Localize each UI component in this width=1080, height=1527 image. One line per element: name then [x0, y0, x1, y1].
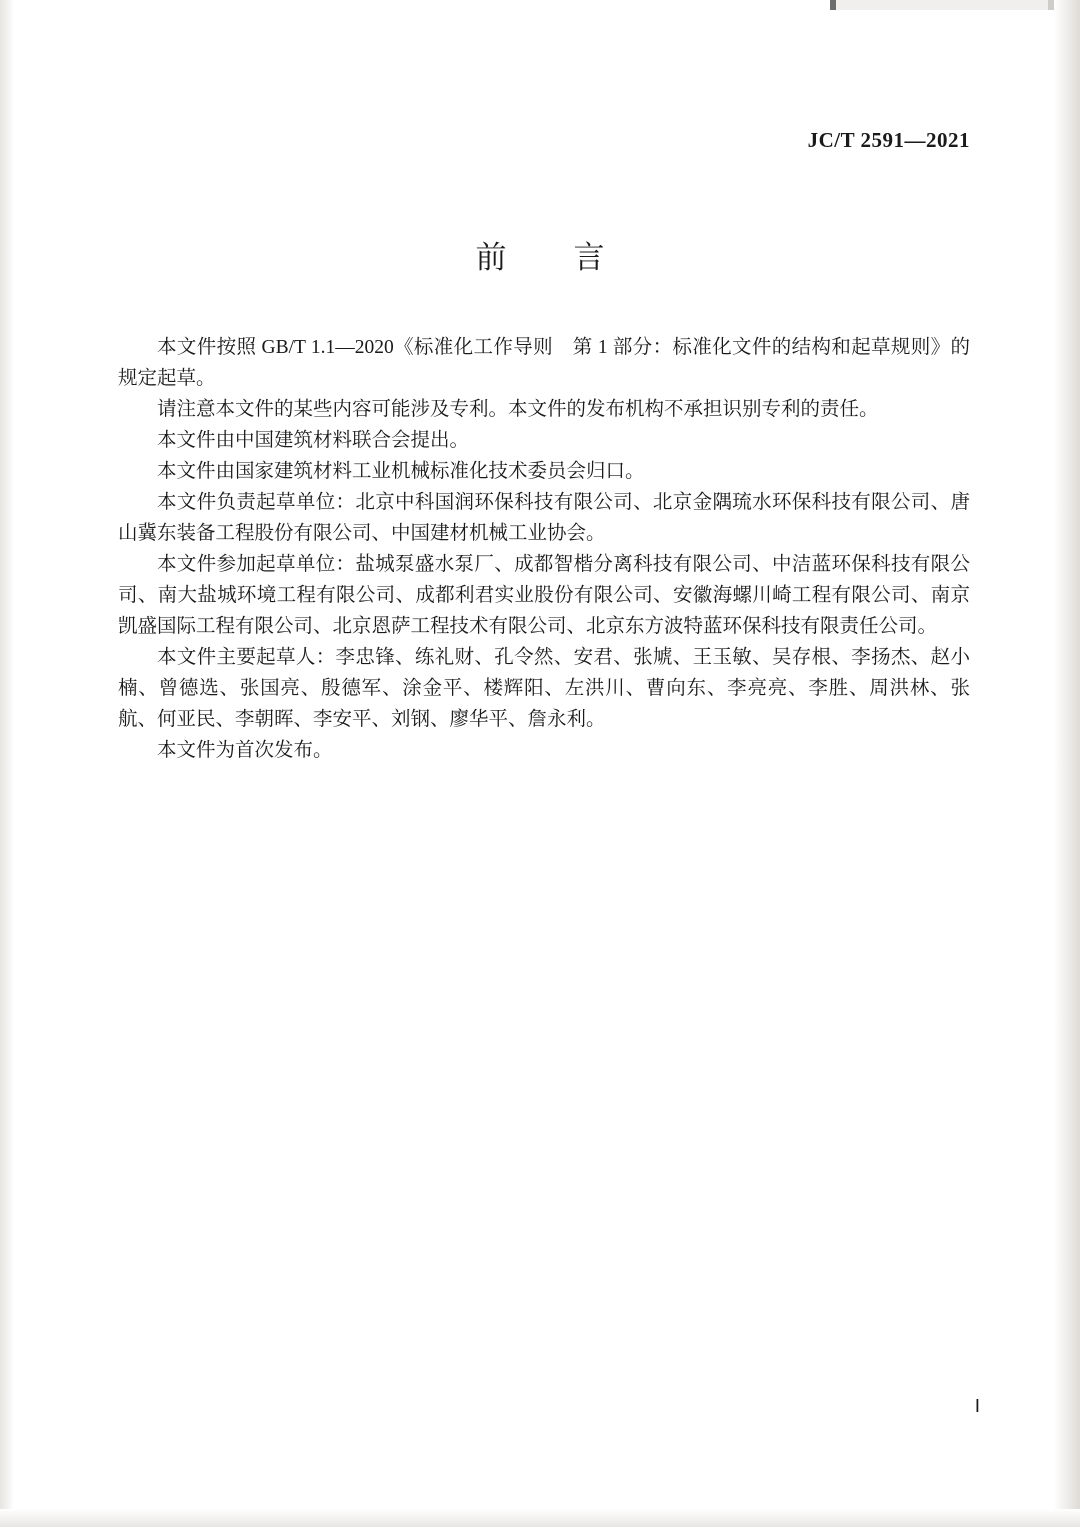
scan-edge-bottom	[0, 1509, 1080, 1527]
foreword-body	[118, 332, 970, 766]
scan-edge-left	[0, 0, 14, 1527]
scan-edge-top	[0, 0, 1080, 10]
standard-code-header: JC/T 2591—2021	[807, 128, 970, 152]
page-title: 前 言	[475, 240, 623, 276]
paragraph: 本文件由国家建筑材料工业机械标准化技术委员会归口。	[157, 461, 645, 482]
paragraph: 本文件按照 GB/T 1.1—2020《标准化工作导则 第 1 部分：标准化文件的结构和起草规则》的规定起草。	[118, 337, 970, 389]
paragraph: 本文件参加起草单位：盐城泵盛水泵厂、成都智楷分离科技有限公司、中洁蓝环保科技有限公司、南大盐城环境工程有限公司、成都利君实业股份有限公司、安徽海螺川崎工程有限公司、南京凯盛国际工程有限公司、北京恩萨工程技术有限公司、北京东方波特蓝环保科技有限责任公司。	[118, 554, 970, 637]
page-number: Ⅰ	[974, 1396, 980, 1416]
paragraph: 本文件由中国建筑材料联合会提出。	[157, 430, 470, 451]
scan-edge-right	[1054, 0, 1080, 1527]
paragraph: 本文件负责起草单位：北京中科国润环保科技有限公司、北京金隅琉水环保科技有限公司、唐山冀东装备工程股份有限公司、中国建材机械工业协会。	[118, 492, 970, 544]
paragraph: 本文件为首次发布。	[157, 740, 333, 761]
paragraph: 请注意本文件的某些内容可能涉及专利。本文件的发布机构不承担识别专利的责任。	[157, 399, 879, 420]
paragraph: 本文件主要起草人：李忠锋、练礼财、孔令然、安君、张虓、王玉敏、吴存根、李扬杰、赵小楠、曾德选、张国亮、殷德军、涂金平、楼辉阳、左洪川、曹向东、李亮亮、李胜、周洪林、张航、何亚民、李朝晖、李安平、刘钢、廖华平、詹永利。	[118, 647, 970, 730]
